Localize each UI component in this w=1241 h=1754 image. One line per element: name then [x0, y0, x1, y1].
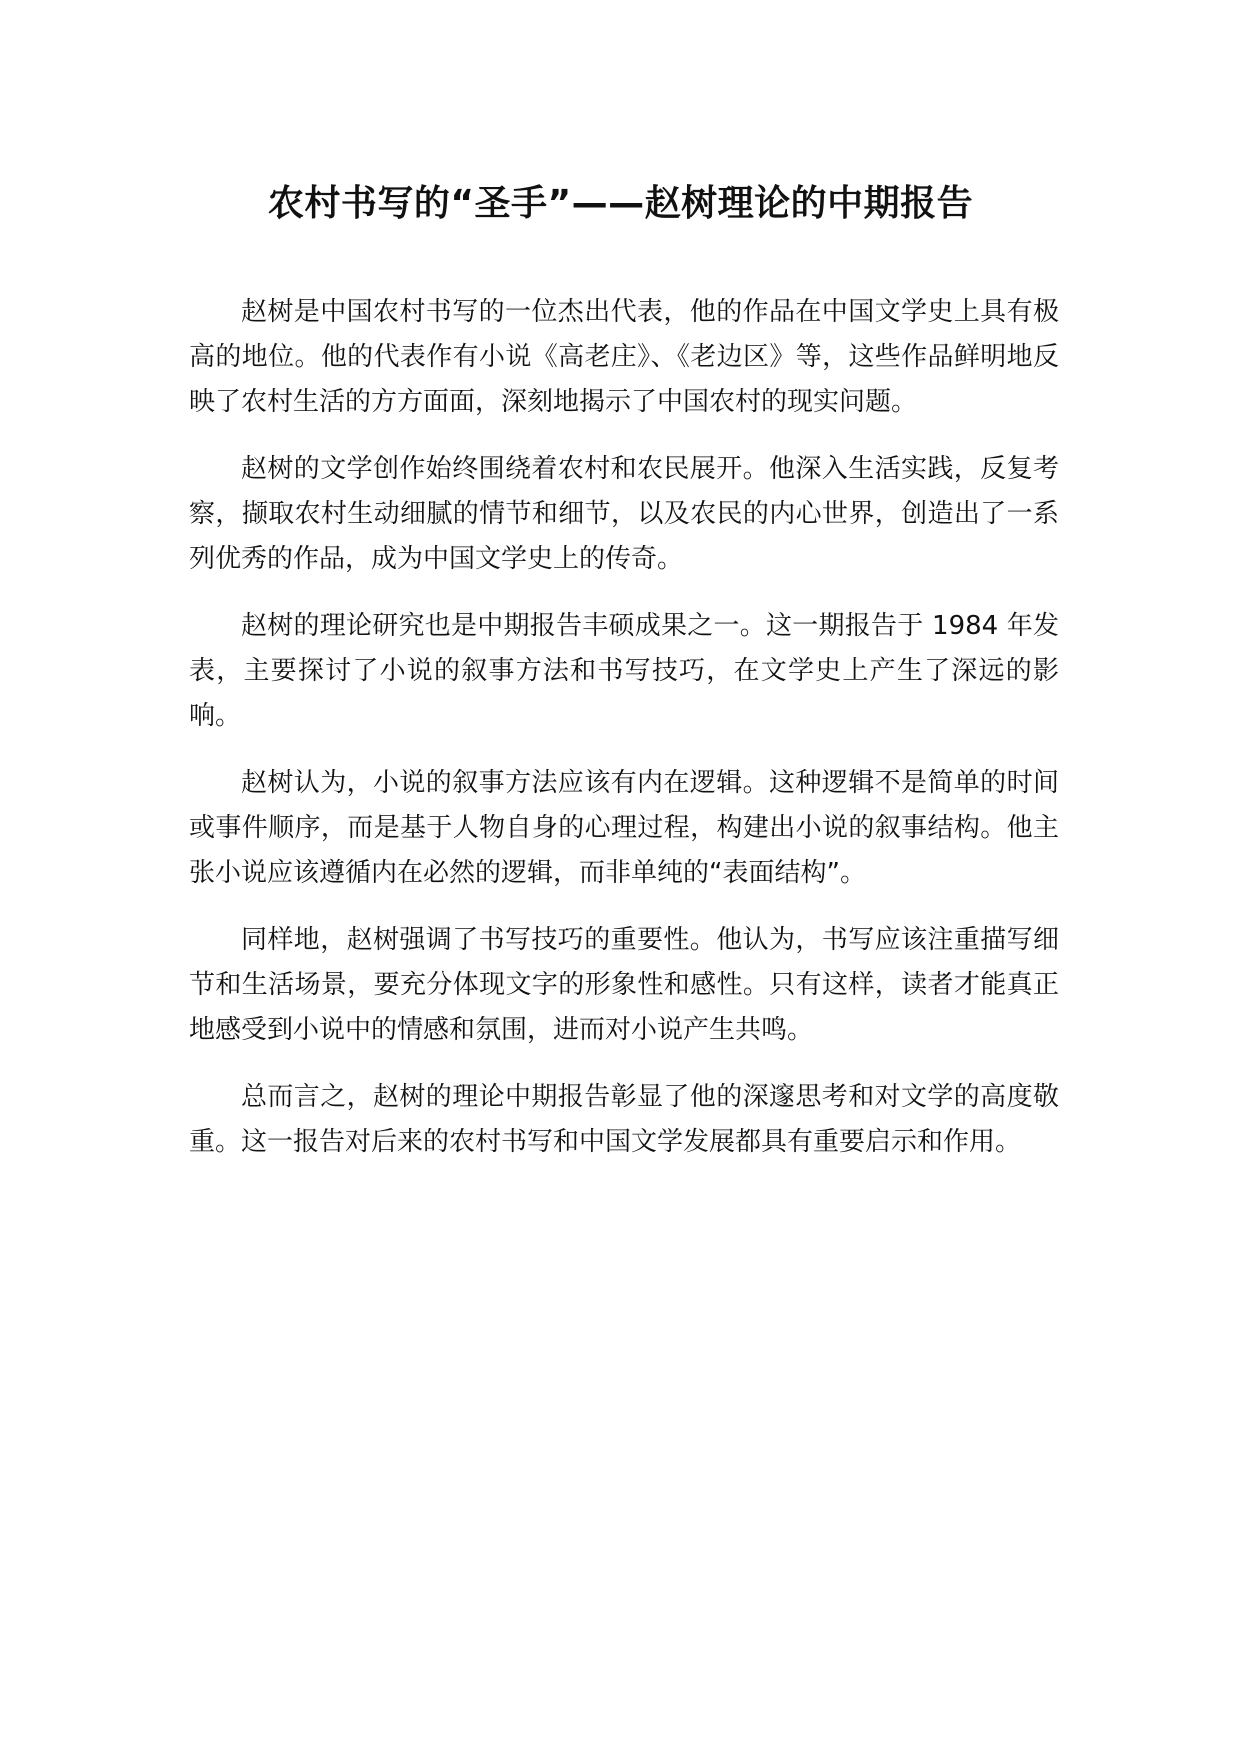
paragraph-3: 赵树的理论研究也是中期报告丰硕成果之一。这一期报告于 1984 年发表，主要探讨了小说的叙事方法和书写技巧，在文学史上产生了深远的影响。: [189, 611, 1059, 731]
paragraph-1: 赵树是中国农村书写的一位杰出代表，他的作品在中国文学史上具有极高的地位。他的代表作有小说《高老庄》、《老边区》等，这些作品鲜明地反映了农村生活的方方面面，深刻地揭示了中国农村的现实问题。: [189, 297, 1059, 417]
document-title: 农村书写的“圣手”——赵树理论的中期报告: [267, 183, 974, 224]
paragraph-4: 赵树认为，小说的叙事方法应该有内在逻辑。这种逻辑不是简单的时间或事件顺序，而是基于人物自身的心理过程，构建出小说的叙事结构。他主张小说应该遵循内在必然的逻辑，而非单纯的“表面结构”。: [189, 768, 1059, 888]
paragraph-2: 赵树的文学创作始终围绕着农村和农民展开。他深入生活实践，反复考察，撷取农村生动细腻的情节和细节，以及农民的内心世界，创造出了一系列优秀的作品，成为中国文学史上的传奇。: [189, 454, 1059, 574]
paragraph-5: 同样地，赵树强调了书写技巧的重要性。他认为，书写应该注重描写细节和生活场景，要充分体现文字的形象性和感性。只有这样，读者才能真正地感受到小说中的情感和氛围，进而对小说产生共鸣。: [189, 925, 1059, 1045]
paragraph-6: 总而言之，赵树的理论中期报告彰显了他的深邃思考和对文学的高度敬重。这一报告对后来的农村书写和中国文学发展都具有重要启示和作用。: [189, 1082, 1059, 1157]
document-body: [189, 290, 1059, 1187]
